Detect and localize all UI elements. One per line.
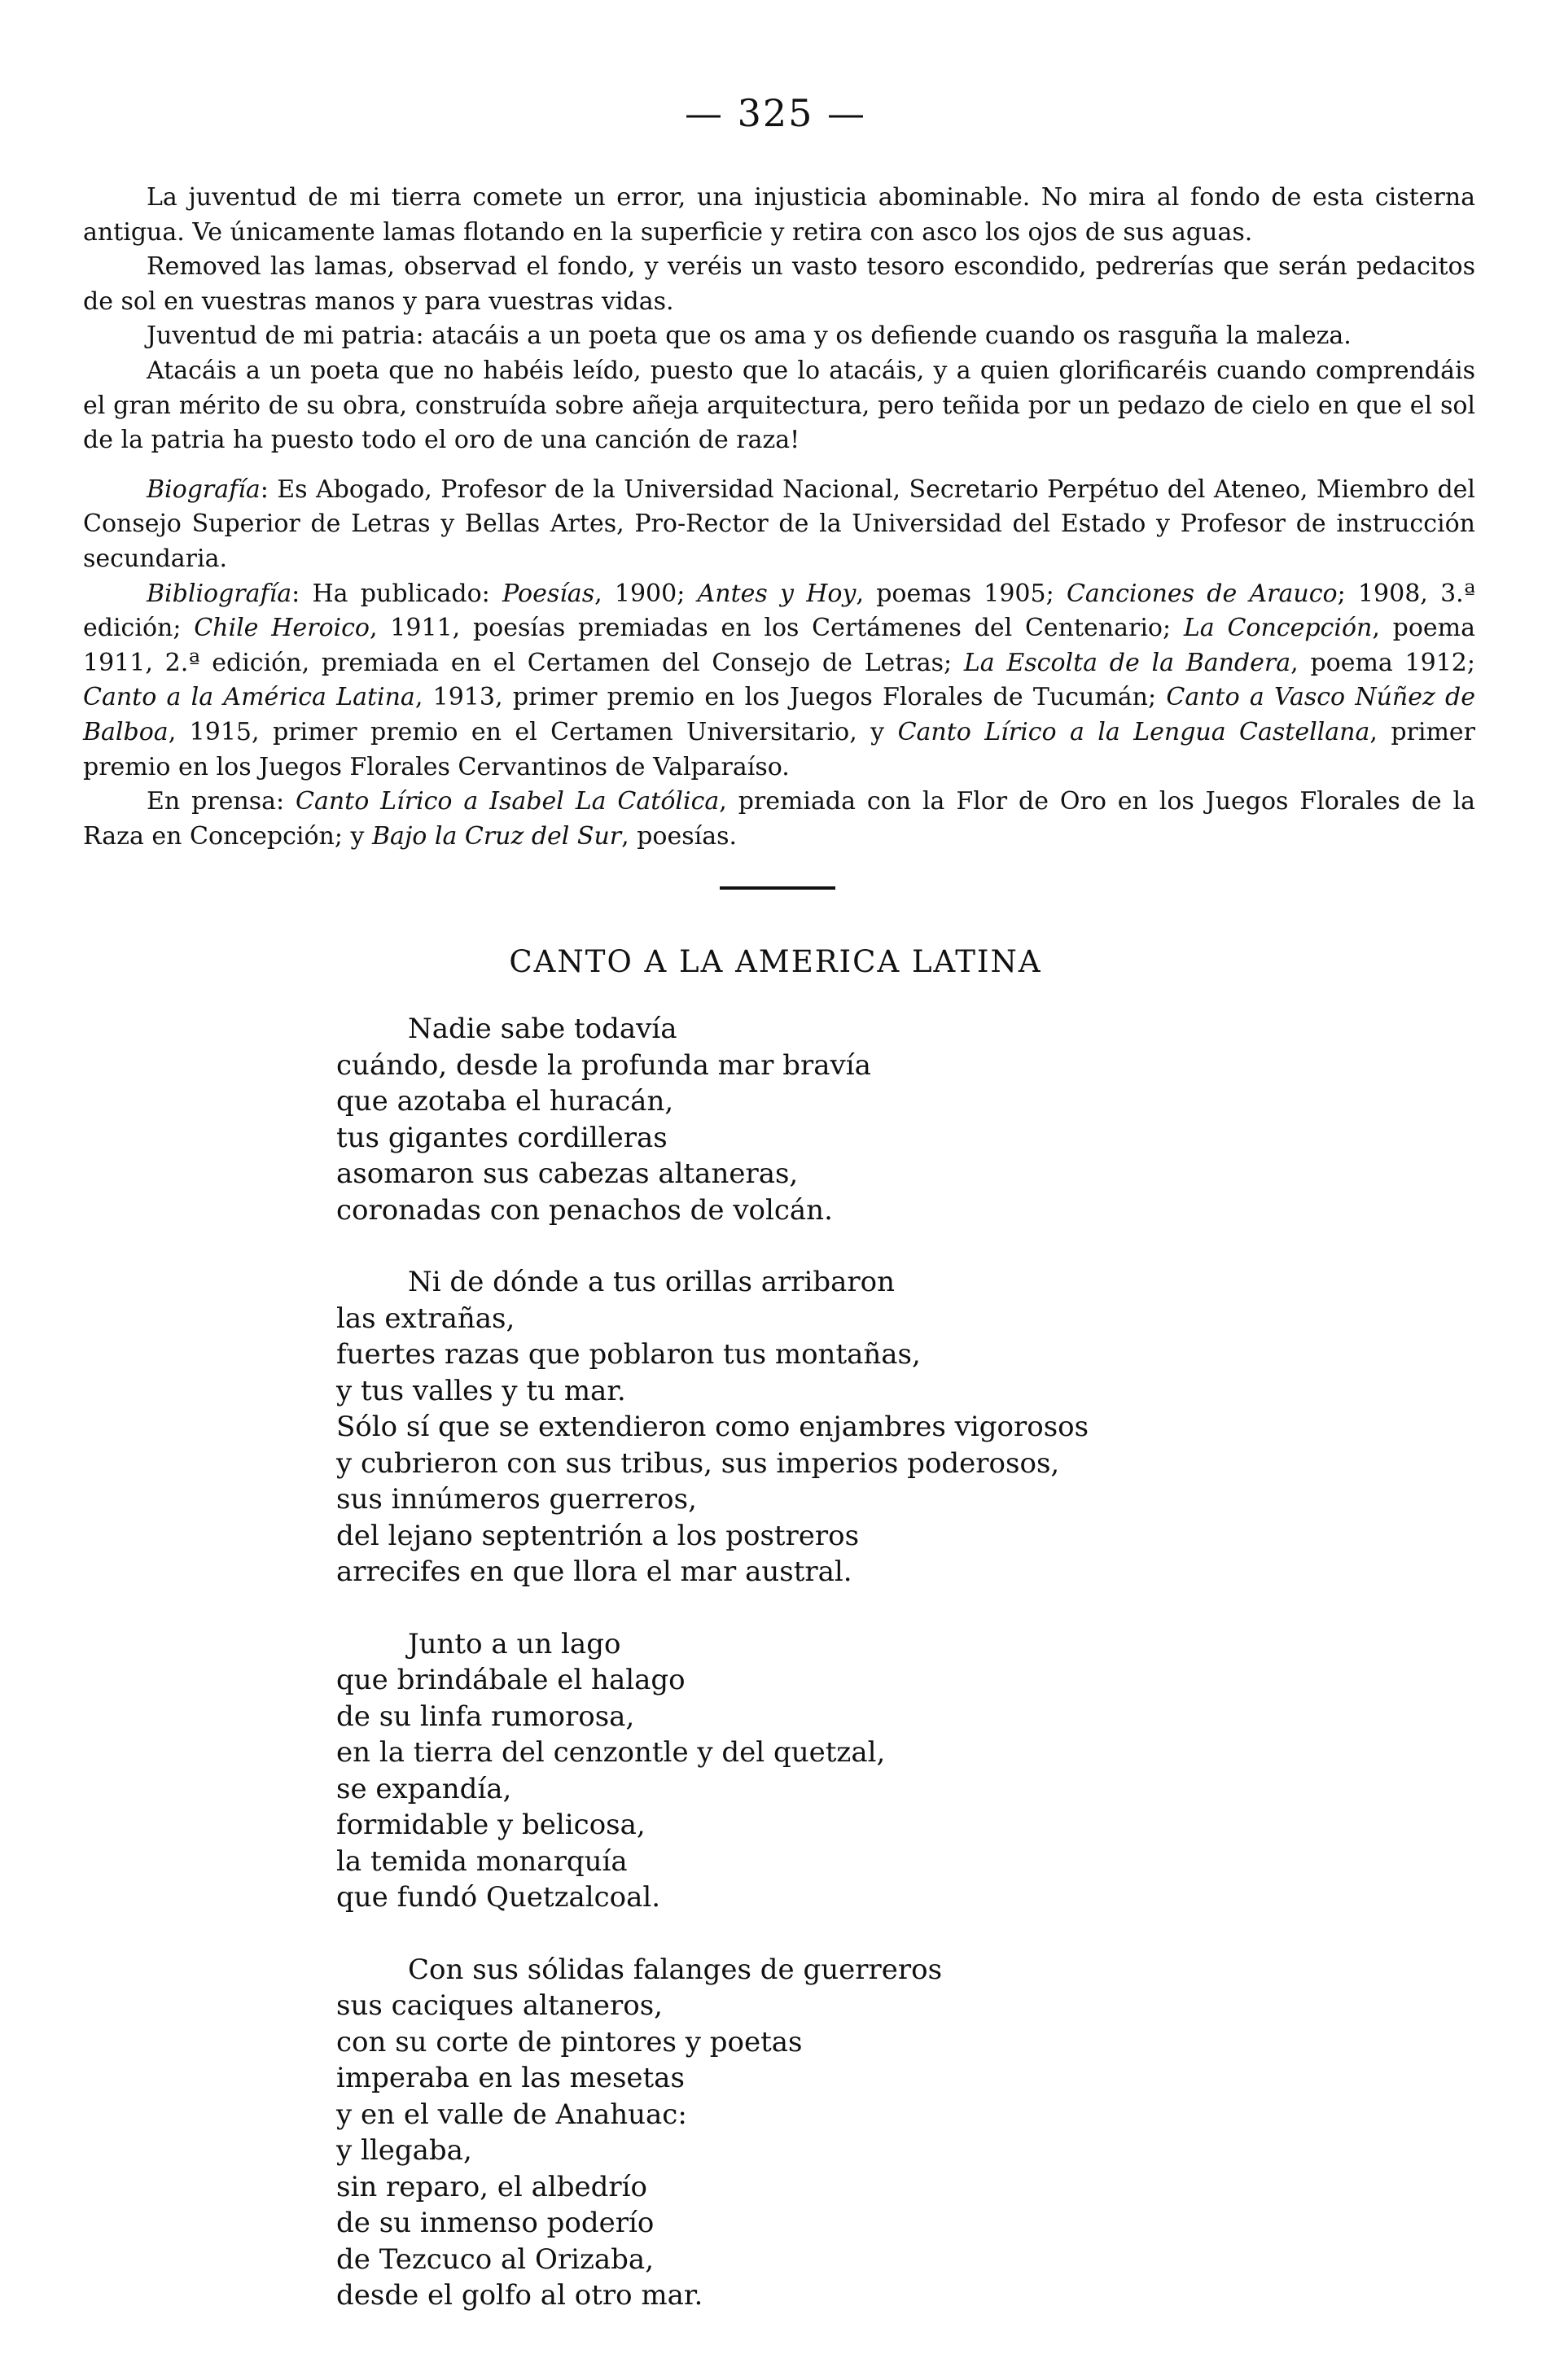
bibliography-text: , poema 1912; — [1290, 648, 1475, 677]
stanza — [336, 1626, 1476, 1916]
work-title: Canto Lírico a Isabel La Católica — [296, 787, 720, 816]
bibliography-text: ; 1908, 3.ª edición; — [83, 579, 1475, 643]
paragraph: Juventud de mi patria: atacáis a un poeta que os ama y os defiende cuando os rasguña la maleza. — [147, 322, 1352, 351]
stanza — [336, 1011, 1476, 1228]
bibliography-text: , primer premio en los Juegos Florales Cervantinos de Valparaíso. — [83, 717, 1475, 781]
poem-line: de su inmenso poderío — [336, 2207, 655, 2239]
poem-line: se expandía, — [336, 1772, 512, 1805]
bibliography-label: Bibliografía — [147, 579, 292, 608]
work-title: Canto Lírico a la Lengua Castellana — [897, 717, 1370, 746]
bibliography-text: , 1913, primer premio en los Juegos Florales de Tucumán; — [414, 683, 1167, 712]
work-title: Chile Heroico — [194, 614, 370, 643]
poem-line: sin reparo, el albedrío — [336, 2170, 647, 2203]
biography-paragraph — [83, 473, 1475, 577]
biography-text: : Es Abogado, Profesor de la Universidad Nacional, Secretario Perpétuo del Ateneo, Miembro del Consejo Superior de Letras y Bellas Artes, Pro-Rector de la Universidad del Estado y Profesor de instrucción secundaria. — [83, 475, 1475, 573]
paragraph: La juventud de mi tierra comete un error, una injusticia abominable. No mira al fondo de esta cisterna antigua. Ve únicamente lamas flotando en la superficie y retira con asco los ojos de sus aguas. — [83, 183, 1475, 247]
biography-label: Biografía — [147, 475, 261, 504]
bibliography-text: : Ha publicado: — [291, 579, 503, 608]
poem — [336, 1011, 1476, 2350]
poem-title: CANTO A LA AMERICA LATINA — [509, 944, 1042, 979]
page-number: — 325 — — [684, 91, 867, 135]
work-title: Poesías — [502, 579, 595, 608]
poem-line: Junto a un lago — [408, 1627, 621, 1660]
stanza — [336, 1952, 1476, 2314]
en-prensa-text: , premiada con la Flor de Oro en los Juegos Florales de la Raza en Concepción; y — [83, 787, 1475, 851]
poem-line: Ni de dónde a tus orillas arribaron — [408, 1266, 896, 1298]
bibliography-text: , poema 1911, 2.ª edición, premiada en el Certamen del Consejo de Letras; — [83, 614, 1476, 677]
poem-line: sus caciques altaneros, — [336, 1989, 663, 2022]
poem-line: Sólo sí que se extendieron como enjambres vigorosos — [336, 1411, 1089, 1443]
work-title: Canto a Vasco Núñez de Balboa — [83, 683, 1475, 746]
poem-line: coronadas con penachos de volcán. — [336, 1193, 833, 1227]
poem-line: imperaba en las mesetas — [336, 2062, 685, 2094]
poem-line: arrecifes en que llora el mar austral. — [336, 1555, 852, 1588]
poem-line: y en el valle de Anahuac: — [336, 2098, 687, 2131]
poem-line: que azotaba el huracán, — [336, 1085, 674, 1118]
bibliography-text: , poemas 1905; — [856, 579, 1067, 608]
poem-line: de Tezcuco al Orizaba, — [336, 2242, 655, 2276]
work-title: La Concepción — [1183, 614, 1373, 643]
poem-line: que brindábale el halago — [336, 1664, 686, 1696]
paragraph: Atacáis a un poeta que no habéis leído, puesto que lo atacáis, y a quien glorificaréis cuando comprendáis el gran mérito de su obra, construída sobre añeja arquitectura, pero teñida por un pedazo de cielo en que el sol de la patria ha puesto todo el oro de una canción de raza! — [83, 356, 1475, 455]
poem-line: desde el golfo al otro mar. — [336, 2279, 703, 2312]
bibliography-text: , 1915, primer premio en el Certamen Universitario, y — [168, 717, 898, 746]
prose-section — [83, 181, 1475, 854]
poem-line: la temida monarquía — [336, 1844, 628, 1878]
poem-line: del lejano septentrión a los postreros — [336, 1519, 860, 1552]
poem-line: cuándo, desde la profunda mar bravía — [336, 1048, 871, 1082]
poem-line: que fundó Quetzalcoal. — [336, 1881, 661, 1914]
en-prensa-text: , poesías. — [621, 821, 738, 851]
poem-line: Con sus sólidas falanges de guerreros — [408, 1953, 943, 1986]
work-title: La Escolta de la Bandera — [963, 648, 1291, 677]
bibliography-text: , 1900; — [594, 579, 698, 608]
poem-line: con su corte de pintores y poetas — [336, 2025, 803, 2058]
en-prensa-paragraph — [83, 785, 1475, 854]
poem-line: y llegaba, — [336, 2134, 472, 2167]
poem-line: fuertes razas que poblaron tus montañas, — [336, 1338, 921, 1371]
bibliography-paragraph — [83, 577, 1475, 785]
poem-line: y cubrieron con sus tribus, sus imperios poderosos, — [336, 1446, 1060, 1480]
poem-line: formidable y belicosa, — [336, 1809, 646, 1841]
work-title: Canciones de Arauco — [1066, 579, 1338, 608]
section-divider — [720, 886, 835, 890]
poem-line: tus gigantes cordilleras — [336, 1121, 668, 1154]
poem-line: sus innúmeros guerreros, — [336, 1483, 697, 1516]
poem-line: y tus valles y tu mar. — [336, 1374, 626, 1407]
en-prensa-text: En prensa: — [147, 787, 296, 816]
poem-line: en la tierra del cenzontle y del quetzal, — [336, 1736, 886, 1769]
poem-line: de su linfa rumorosa, — [336, 1700, 635, 1733]
poem-line: las extrañas, — [336, 1302, 515, 1335]
poem-line: Nadie sabe todavía — [408, 1013, 677, 1045]
poem-line: asomaron sus cabezas altaneras, — [336, 1157, 799, 1190]
work-title: Canto a la América Latina — [83, 683, 415, 712]
bibliography-text: , 1911, poesías premiadas en los Certámenes del Centenario; — [370, 614, 1184, 643]
stanza — [336, 1264, 1476, 1590]
work-title: Antes y Hoy — [697, 579, 857, 608]
paragraph: Removed las lamas, observad el fondo, y veréis un vasto tesoro escondido, pedrerías que serán pedacitos de sol en vuestras manos y para vuestras vidas. — [83, 252, 1475, 316]
work-title: Bajo la Cruz del Sur — [372, 821, 622, 851]
